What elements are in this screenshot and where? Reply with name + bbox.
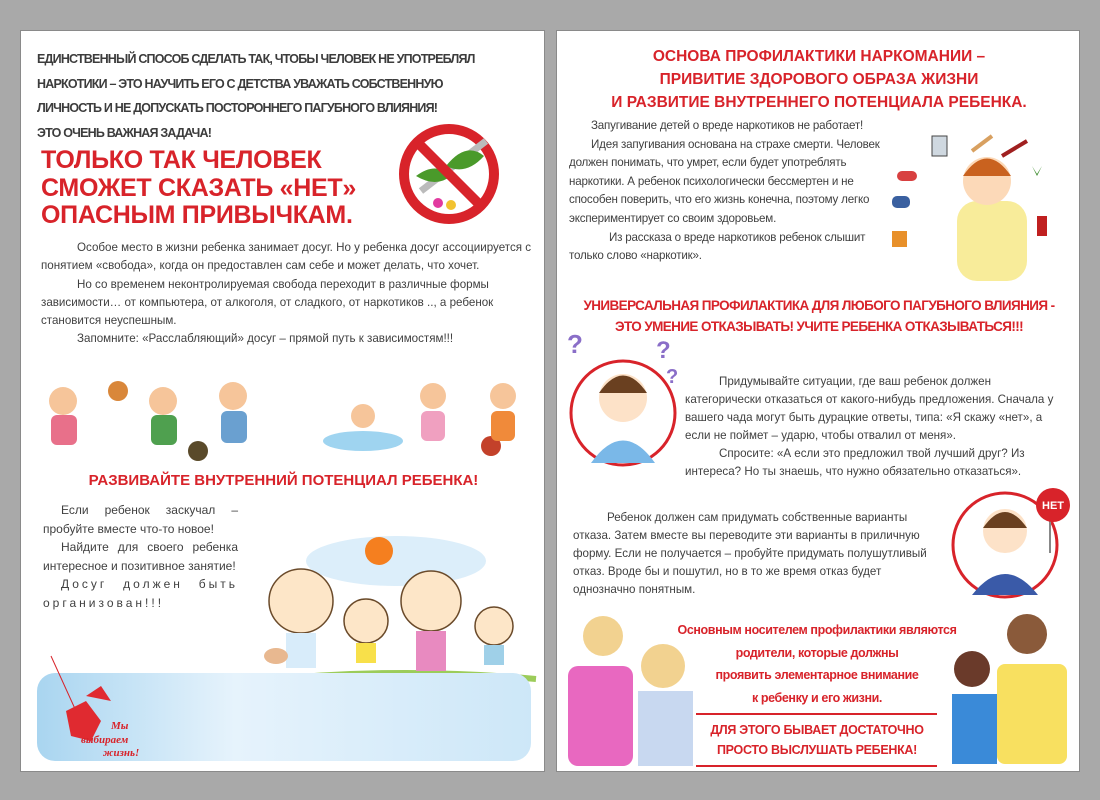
- thinking-boy-illustration: [561, 323, 686, 473]
- page-title: [557, 45, 1081, 114]
- right-page: [556, 30, 1080, 772]
- parents-line: проявить элементарное внимание: [715, 668, 919, 682]
- boy-saying-no-illustration: [950, 473, 1075, 603]
- leisure-text: [41, 239, 533, 349]
- divider: [696, 765, 937, 767]
- family-illustration: [246, 521, 546, 691]
- parents-line: к ребенку и его жизни.: [752, 690, 882, 705]
- paragraph: Найдите для своего ребенка интересное и позитивное занятие!: [43, 540, 238, 573]
- paragraph: Из рассказа о вреде наркотиков ребенок слышит только слово «наркотик».: [569, 230, 866, 263]
- svg-text:Мы: Мы: [111, 720, 129, 732]
- father-son-illustration: [937, 609, 1077, 771]
- intro-line: ЕДИНСТВЕННЫЙ СПОСОБ СДЕЛАТЬ ТАК, ЧТОБЫ ЧЕЛОВЕК НЕ УПОТРЕБЛЯЛ: [37, 52, 475, 66]
- headline: [41, 147, 356, 230]
- scared-child-illustration: [887, 121, 1077, 291]
- paragraph: Особое место в жизни ребенка занимает досуг. Но у ребенка досуг ассоциируется с понятием «свобода», когда он предоставлен сам себе и может делать, что хочет.: [41, 241, 532, 273]
- parents-line: Основным носителем профилактики являются: [677, 623, 957, 637]
- activity-text: [43, 501, 238, 612]
- paragraph: Идея запугивания основана на страхе смерти. Человек должен понимать, что умрет, если будет употреблять наркотики. А ребенок психологически бессмертен и не способен поверить, что его жизнь конечна, поэтому легко экспериментирует со своим здоровьем.: [569, 137, 880, 225]
- svg-text:?: ?: [656, 337, 671, 364]
- svg-text:?: ?: [567, 329, 583, 359]
- parents-line: родители, которые должны: [735, 645, 899, 660]
- no-drugs-icon: [396, 121, 502, 227]
- intro-line: ЛИЧНОСТЬ И НЕ ДОПУСКАТЬ ПОСТОРОННЕГО ПАГУБНОГО ВЛИЯНИЯ!: [37, 101, 438, 115]
- kids-sports-illustration: [33, 371, 533, 471]
- svg-text:жизнь!: жизнь!: [103, 747, 140, 759]
- paragraph: Придумывайте ситуации, где ваш ребенок должен категорически отказаться от какого-нибудь предложения. Сначала у вашего чада могут быть дурацкие ответы, типа: «Я скажу «нет», а если не поймет – ударю, чтобы отвалил от меня».: [685, 375, 1054, 442]
- divider: [696, 713, 937, 715]
- paragraph: Ребенок должен сам придумать собственные варианты отказа. Затем вместе вы переводите эти варианты в приличную форму. Если не получается – пробуйте придумать полушутливый отказ. Вроде бы и пошутил, но в то же время отказ будет однозначно понятным.: [573, 511, 927, 596]
- section-title-line: УНИВЕРСАЛЬНАЯ ПРОФИЛАКТИКА ДЛЯ ЛЮБОГО ПАГУБНОГО ВЛИЯНИЯ -: [583, 298, 1055, 313]
- title-line: ОСНОВА ПРОФИЛАКТИКИ НАРКОМАНИИ –: [652, 48, 986, 65]
- left-page: [20, 30, 545, 772]
- svg-text:?: ?: [666, 366, 679, 388]
- closing-text: [677, 720, 957, 760]
- parents-text: [677, 619, 957, 709]
- refusal-text: [685, 373, 1060, 481]
- logo-we-choose-life: [41, 651, 161, 761]
- closing-line: ПРОСТО ВЫСЛУШАТЬ РЕБЕНКА!: [716, 743, 918, 757]
- title-line: И РАЗВИТИЕ ВНУТРЕННЕГО ПОТЕНЦИАЛА РЕБЕНКА.: [611, 94, 1027, 111]
- headline-line: СМОЖЕТ СКАЗАТЬ «НЕТ»: [41, 173, 356, 202]
- paragraph: Досуг должен быть организован!!!: [43, 577, 238, 610]
- intro-line: НАРКОТИКИ – ЭТО НАУЧИТЬ ЕГО С ДЕТСТВА УВАЖАТЬ СОБСТВЕННУЮ: [37, 76, 443, 91]
- section-title: РАЗВИВАЙТЕ ВНУТРЕННИЙ ПОТЕНЦИАЛ РЕБЕНКА!: [88, 472, 479, 489]
- closing-line: ДЛЯ ЭТОГО БЫВАЕТ ДОСТАТОЧНО: [710, 723, 924, 737]
- own-variants-text: [573, 509, 943, 599]
- headline-line: ТОЛЬКО ТАК ЧЕЛОВЕК: [41, 146, 322, 174]
- paragraph: Если ребенок заскучал – пробуйте вместе что-то новое!: [43, 503, 238, 536]
- paragraph: Запомните: «Расслабляющий» досуг – прямой путь к зависимостям!!!: [77, 332, 454, 346]
- title-line: ПРИВИТИЕ ЗДОРОВОГО ОБРАЗА ЖИЗНИ: [659, 71, 979, 88]
- paragraph: Спросите: «А если это предложил твой лучший друг? Из интереса? Но ты знаешь, что нужно обязательно отказаться».: [685, 447, 1025, 478]
- paragraph: Запугивание детей о вреде наркотиков не работает!: [591, 119, 864, 132]
- section-title-line: ЭТО УМЕНИЕ ОТКАЗЫВАТЬ! УЧИТЕ РЕБЕНКА ОТКАЗЫВАТЬСЯ!!!: [614, 319, 1024, 334]
- svg-text:выбираем: выбираем: [81, 734, 129, 746]
- no-sign-text: НЕТ: [1042, 500, 1064, 512]
- scare-text: [569, 117, 887, 266]
- headline-line: ОПАСНЫМ ПРИВЫЧКАМ.: [41, 201, 353, 229]
- paragraph: Но со временем неконтролируемая свобода переходит в различные формы зависимости… от компьютера, от алкоголя, от сладкого, от наркотиков .., а ребенок становится неуспешным.: [41, 277, 494, 328]
- intro-line: ЭТО ОЧЕНЬ ВАЖНАЯ ЗАДАЧА!: [37, 125, 212, 140]
